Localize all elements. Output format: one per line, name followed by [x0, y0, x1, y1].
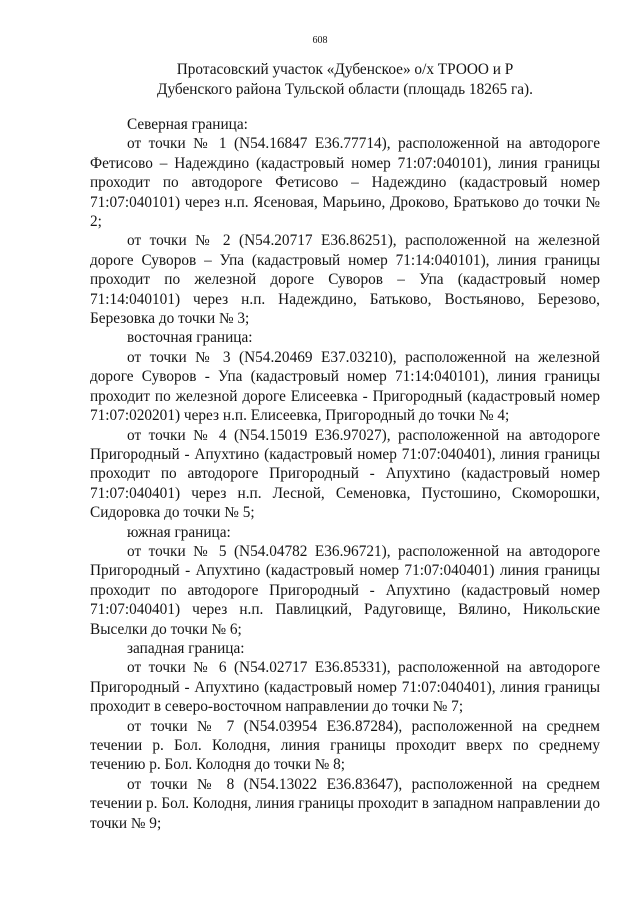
section-heading-south: южная граница: — [127, 523, 231, 541]
paragraph-point-4: от точки № 4 (N54.15019 E36.97027), расположенной на автодороге Пригородный - Апухтино (кадастровый номер 71:07:040401), линия границы проходит по автодороге Пригородный - Апухтино (кадастровый номер 71:07:040401) через н.п. Лесной, Семеновка, Пустошино, Скоморошки, Сидоровка до точки № 5; — [90, 426, 600, 522]
paragraph-point-2: от точки № 2 (N54.20717 E36.86251), расположенной на железной дороге Суворов – Упа (кадастровый номер 71:14:040101), линия границы проходит по железной дороге Суворов – Упа (кадастровый номер 71:14:040101) через н.п. Надеждино, Батьково, Востьяново, Березово, Березовка до точки № 3; — [90, 232, 600, 328]
section-heading-west: западная граница: — [127, 639, 245, 657]
section-heading-east: восточная граница: — [127, 329, 253, 347]
title-line-1: Протасовский участок «Дубенское» о/х ТРООО и Р — [176, 61, 514, 78]
paragraph-point-7: от точки № 7 (N54.03954 E36.87284), расположенной на среднем течении р. Бол. Колодня, линия границы проходит вверх по среднему течению р. Бол. Колодня до точки № 8; — [90, 717, 600, 774]
document-title — [90, 60, 600, 100]
paragraph-point-5: от точки № 5 (N54.04782 E36.96721), расположенной на автодороге Пригородный - Апухтино (кадастровый номер 71:07:040401) линия границы проходит по автодороге Пригородный - Апухтино (кадастровый номер 71:07:040401) через н.п. Павлицкий, Радуговище, Вялино, Никольские Выселки до точки № 6; — [90, 542, 600, 638]
paragraph-point-8: от точки № 8 (N54.13022 E36.83647), расположенной на среднем течении р. Бол. Колодня, линия границы проходит в западном направлении до точки № 9; — [90, 775, 600, 832]
paragraph-point-6: от точки № 6 (N54.02717 E36.85331), расположенной на автодороге Пригородный - Апухтино (кадастровый номер 71:07:040401), линия границы проходит в северо-восточном направлении до точки № 7; — [90, 659, 600, 716]
title-line-2: Дубенского района Тульской области (площадь 18265 га). — [157, 81, 533, 98]
document-body — [90, 115, 600, 833]
page-number: 608 — [312, 35, 328, 46]
paragraph-point-3: от точки № 3 (N54.20469 E37.03210), расположенной на железной дороге Суворов - Упа (кадастровый номер 71:14:040101), линия границы проходит по железной дороге Елисеевка - Пригородный (кадастровый номер 71:07:020201) через н.п. Елисеевка, Пригородный до точки № 4; — [90, 348, 600, 425]
section-heading-north: Северная граница: — [127, 116, 248, 133]
paragraph-point-1: от точки № 1 (N54.16847 E36.77714), расположенной на автодороге Фетисово – Надеждино (кадастровый номер 71:07:040101), линия границы проходит по автодороге Фетисово – Надеждино (кадастровый номер 71:07:040101) через н.п. Ясеновая, Марьино, Дроково, Братьково до точки № 2; — [90, 135, 600, 231]
